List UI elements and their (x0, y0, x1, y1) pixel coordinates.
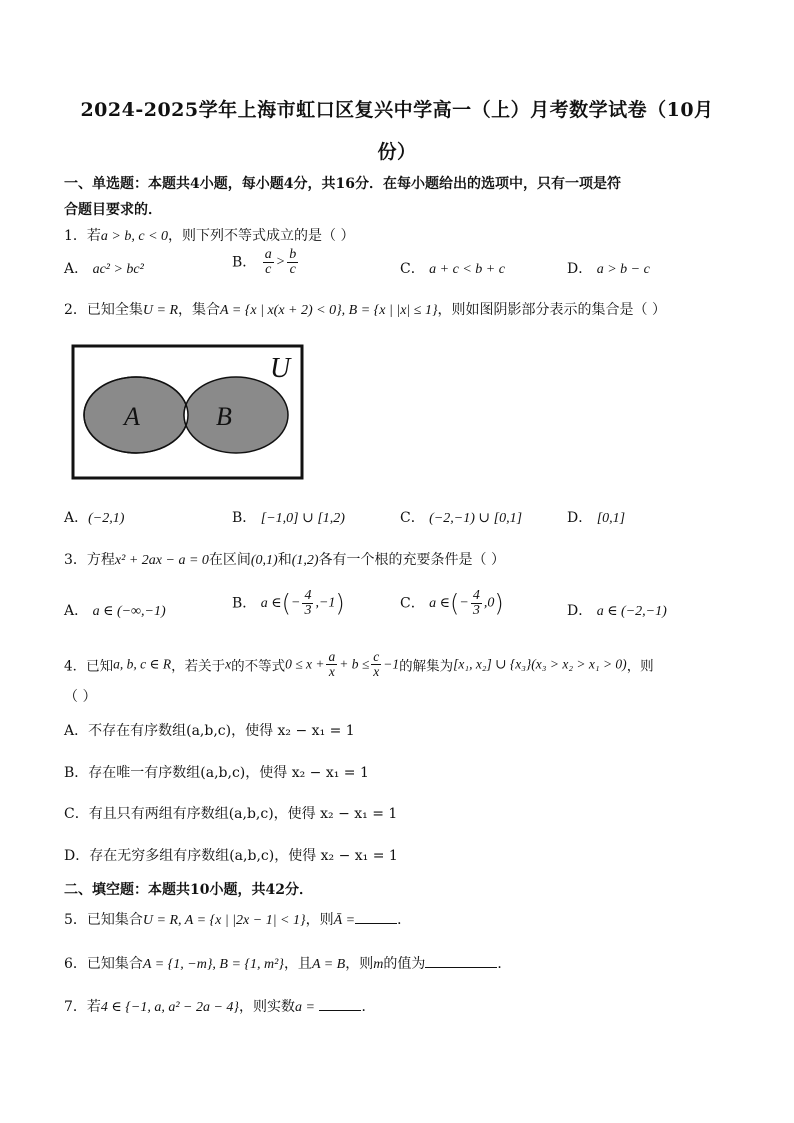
exam-title-line1: 2024-2025学年上海市虹口区复兴中学高一（上）月考数学试卷（10月 (80, 99, 714, 121)
venn-label-b: B (216, 402, 232, 431)
venn-set-b (184, 377, 288, 453)
q2-option-b: B． [−1,0] ∪ [1,2) (232, 510, 345, 526)
question-2-stem: 2．已知全集U = R，集合A = {x | x(x + 2) < 0}, B = {x | |x| ≤ 1}，则如图阴影部分表示的集合是（ ） (64, 302, 666, 318)
q3-option-c: C． a ∈(− $\frac{4}{3}$ ,0) (400, 588, 504, 618)
q2-option-a: A．(−2,1) (64, 510, 125, 526)
q3-option-b: B． a ∈(− $\frac{4}{3}$ ,−1) (232, 588, 345, 618)
question-3-stem: 3．方程x² + 2ax − a = 0在区间(0,1)和(1,2)各有一个根的充要条件是（ ） (64, 552, 505, 568)
q4-option-d: D．存在无穷多组有序数组(a,b,c)，使得 x₂ − x₁ = 1 (64, 848, 398, 864)
section1-heading-line1: 一、单选题：本题共4小题，每小题4分，共16分．在每小题给出的选项中，只有一项是符 (64, 176, 621, 192)
q4-option-b: B．存在唯一有序数组(a,b,c)，使得 x₂ − x₁ = 1 (64, 765, 369, 781)
q4-option-c: C．有且只有两组有序数组(a,b,c)，使得 x₂ − x₁ = 1 (64, 806, 398, 822)
q1-option-d: D． a > b − c (567, 261, 650, 277)
question-4-stem: 4．已知a, b, c ∈ R，若关于x的不等式0 ≤ x + $\frac{a}{x}$ + b ≤ $\frac{c}{x}$ −1的解集为[x₁, x₂] ∪ {x₃}(x₃ > x₂ > x₁ > 0)，则 (64, 649, 654, 679)
answer-blank (319, 1010, 361, 1011)
q3-option-d: D． a ∈ (−2,−1) (567, 603, 667, 619)
q4-option-a: A．不存在有序数组(a,b,c)，使得 x₂ − x₁ = 1 (64, 723, 355, 739)
question-4-paren: （ ） (64, 689, 97, 705)
venn-label-u: U (270, 353, 291, 384)
question-1-stem: 1．若a > b, c < 0，则下列不等式成立的是（ ） (64, 228, 355, 244)
venn-label-a: A (124, 402, 140, 431)
q2-option-c: C． (−2,−1) ∪ [0,1] (400, 510, 523, 526)
q1-option-b: B． $\frac{a}{c}$ > $\frac{b}{c}$ (232, 247, 297, 277)
q1-option-a: A． ac² > bc² (64, 261, 144, 277)
question-6: 6．已知集合A = {1, −m}, B = {1, m²}，且A = B，则m的值为 ． (64, 956, 512, 972)
section2-heading: 二、填空题：本题共10小题，共42分． (64, 882, 313, 898)
section1-heading-line2: 合题目要求的． (64, 202, 162, 218)
q2-option-d: D． [0,1] (567, 510, 626, 526)
answer-blank (355, 923, 397, 924)
q3-option-a: A． a ∈ (−∞,−1) (64, 603, 166, 619)
venn-diagram (70, 343, 306, 481)
question-7: 7．若4 ∈ {−1, a, a² − 2a − 4}，则实数a = ． (64, 999, 376, 1015)
question-5: 5．已知集合U = R, A = {x | |2x − 1| < 1}，则Ā = ． (64, 912, 412, 928)
exam-title-line2: 份） (377, 141, 417, 163)
q1-option-c: C． a + c < b + c (400, 261, 505, 277)
answer-blank (425, 967, 497, 968)
